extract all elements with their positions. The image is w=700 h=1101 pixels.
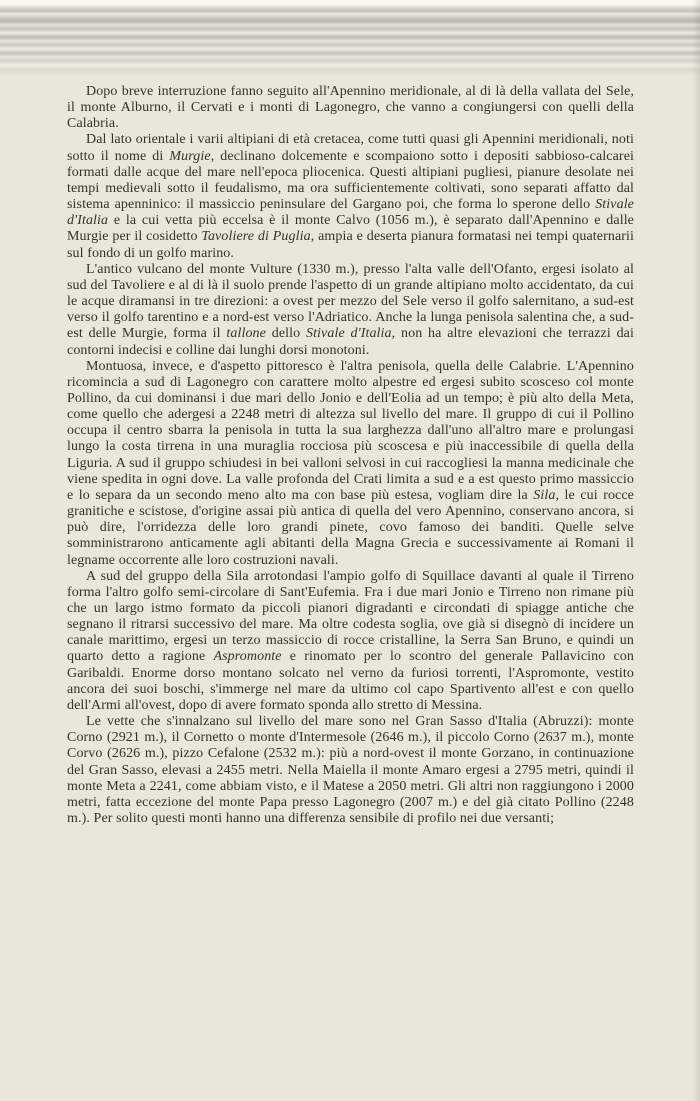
paragraph: [67, 132, 634, 261]
paragraph: [67, 714, 634, 827]
paragraph: [67, 569, 634, 714]
scan-edge-right: [692, 0, 700, 1101]
text-run: dello: [265, 326, 306, 342]
scan-artifact-top: [0, 0, 700, 76]
text-run: A sud del gruppo della Sila arrotondasi l'ampio golfo di Squillace davanti al quale il Tirreno forma l'altro golfo semi-circolare di Sant'Eufemia. Fra i due mari Jonio e Tirreno non rimane più che un largo istmo formato da piccoli pianori digradanti e circondati di spiagge antiche che segnano il ritrarsi successivo del mare. Ma oltre codesta soglia, ove già si disegnò di incidere un canale marittimo, ergesi un terzo massiccio di rocce cristalline, la Serra San Bruno, e quindi un quarto detto a ragione: [67, 568, 634, 665]
text-run: , declinano dolcemente e scompaiono sotto i depositi sabbioso-calcarei formati dalle acque del mare nell'epoca pliocenica. Questi altipiani pugliesi, pianure desolate nei tempi medievali sotto il feudalismo, ma ora sufficientemente coltivati, sono separati affatto dal sistema apenninico: il massiccio peninsulare del Gargano poi, che forma lo sperone dello: [67, 148, 634, 213]
italic-text-run: tallone: [226, 326, 266, 342]
italic-text-run: Sila: [533, 487, 556, 503]
text-run: Le vette che s'innalzano sul livello del mare sono nel Gran Sasso d'Italia (Abruzzi): monte Corno (2921 m.), il Cornetto o monte d'Intermesole (2646 m.), il piccolo Corno (2637 m.), monte Corvo (2626 m.), pizzo Cefalone (2532 m.): più a nord-ovest il monte Gorzano, in continuazione del Gran Sasso, elevasi a 2455 metri. Nella Maiella il monte Amaro ergesi a 2795 metri, quindi il monte Meta a 2241, come abbiam visto, e il Matese a 2050 metri. Gli altri non raggiungono i 2000 metri, fatta eccezione del monte Papa presso Lagonegro (2007 m.) e del già citato Pollino (2248 m.). Per solito questi monti hanno una differenza sensibile di profilo nei due versanti;: [67, 714, 634, 827]
italic-text-run: Aspromonte: [213, 649, 282, 665]
text-run: e la cui vetta più eccelsa è il monte Calvo (1056 m.), è separato dall'Apennino e dalle Murgie per il cosidetto: [67, 213, 634, 245]
paragraph: [67, 262, 634, 359]
text-run: Dopo breve interruzione fanno seguito all'Apennino meridionale, al di là della vallata del Sele, il monte Alburno, il Cervati e i monti di Lagonegro, che vanno a congiungersi con quelli della Calabria.: [67, 84, 634, 132]
italic-text-run: Murgie: [169, 148, 211, 164]
page-text: [67, 84, 634, 827]
paragraph: [67, 84, 634, 132]
text-run: L'antico vulcano del monte Vulture (1330 m.), presso l'alta valle dell'Ofanto, ergesi isolato al sud del Tavoliere e al di là il suolo prende l'aspetto di un grande altipiano molto accidentato, da cui le acque diramansi in tre direzioni: a ovest per mezzo del Sele verso il golfo salernitano, a sud-est verso il golfo tarentino e a nord-est verso l'Adriatico. Anche la lunga penisola salentina che, a sud-est delle Murgie, forma il: [67, 261, 634, 342]
text-run: , le cui rocce granitiche e scistose, d'origine assai più antica di quella del vero Apennino, conservano ancora, si può dire, l'orridezza delle loro grandi pinete, covo famoso dei banditi. Quelle selve somministrarono anticamente agli abitanti della Magna Grecia e successivamente ai Romani il legname occorrente alle loro costruzioni navali.: [67, 487, 634, 568]
text-run: , non ha altre elevazioni che terrazzi dai contorni indecisi e colline dai lunghi dorsi monotoni.: [67, 326, 634, 358]
text-run: e rinomato per lo scontro del generale Pallavicino con Garibaldi. Enorme dorso montano solcato nel verno da furiosi torrenti, l'Aspromonte, vestito ancora dei suoi boschi, s'immerge nel mare da ultimo col capo Spartivento all'est e con quello dell'Armi all'ovest, dopo di avere formato sponda allo stretto di Messina.: [67, 649, 634, 713]
italic-text-run: Stivale d'Italia: [305, 326, 392, 342]
text-run: Montuosa, invece, e d'aspetto pittoresco è l'altra penisola, quella delle Calabrie. L'Apennino ricomincia a sud di Lagonegro con carattere molto alpestre ed ergesi subito scosceso col monte Pollino, da cui dominansi i due mari dello Jonio e dell'Eolia ad un tempo; è più alto della Meta, come quello che adergesi a 2248 metri di altezza sul livello del mare. Il gruppo di cui il Pollino occupa il centro sbarra la penisola in tutta la sua larghezza dall'uno all'altro mare e prolungasi lungo la costa tirrena in una muraglia rocciosa più scoscesa e più inaccessibile di quella della Liguria. A sud il gruppo schiudesi in bei valloni selvosi in cui raccogliesi la manna medicinale che viene spedita in ogni dove. La valle profonda del Crati limita a sud e a est questo primo massiccio e lo separa da un secondo meno alto ma con base più estesa, vogliam dire la: [67, 358, 634, 503]
text-run: Dal lato orientale i varii altipiani di età cretacea, come tutti quasi gli Apennini meridionali, noti sotto il nome di: [67, 132, 634, 164]
italic-text-run: Stivale d'Italia: [67, 197, 634, 229]
paragraph: [67, 359, 634, 569]
text-run: , ampia e deserta pianura formatasi nei tempi quaternarii sul fondo di un golfo marino.: [67, 229, 635, 261]
italic-text-run: Tavoliere di Puglia: [201, 229, 311, 245]
